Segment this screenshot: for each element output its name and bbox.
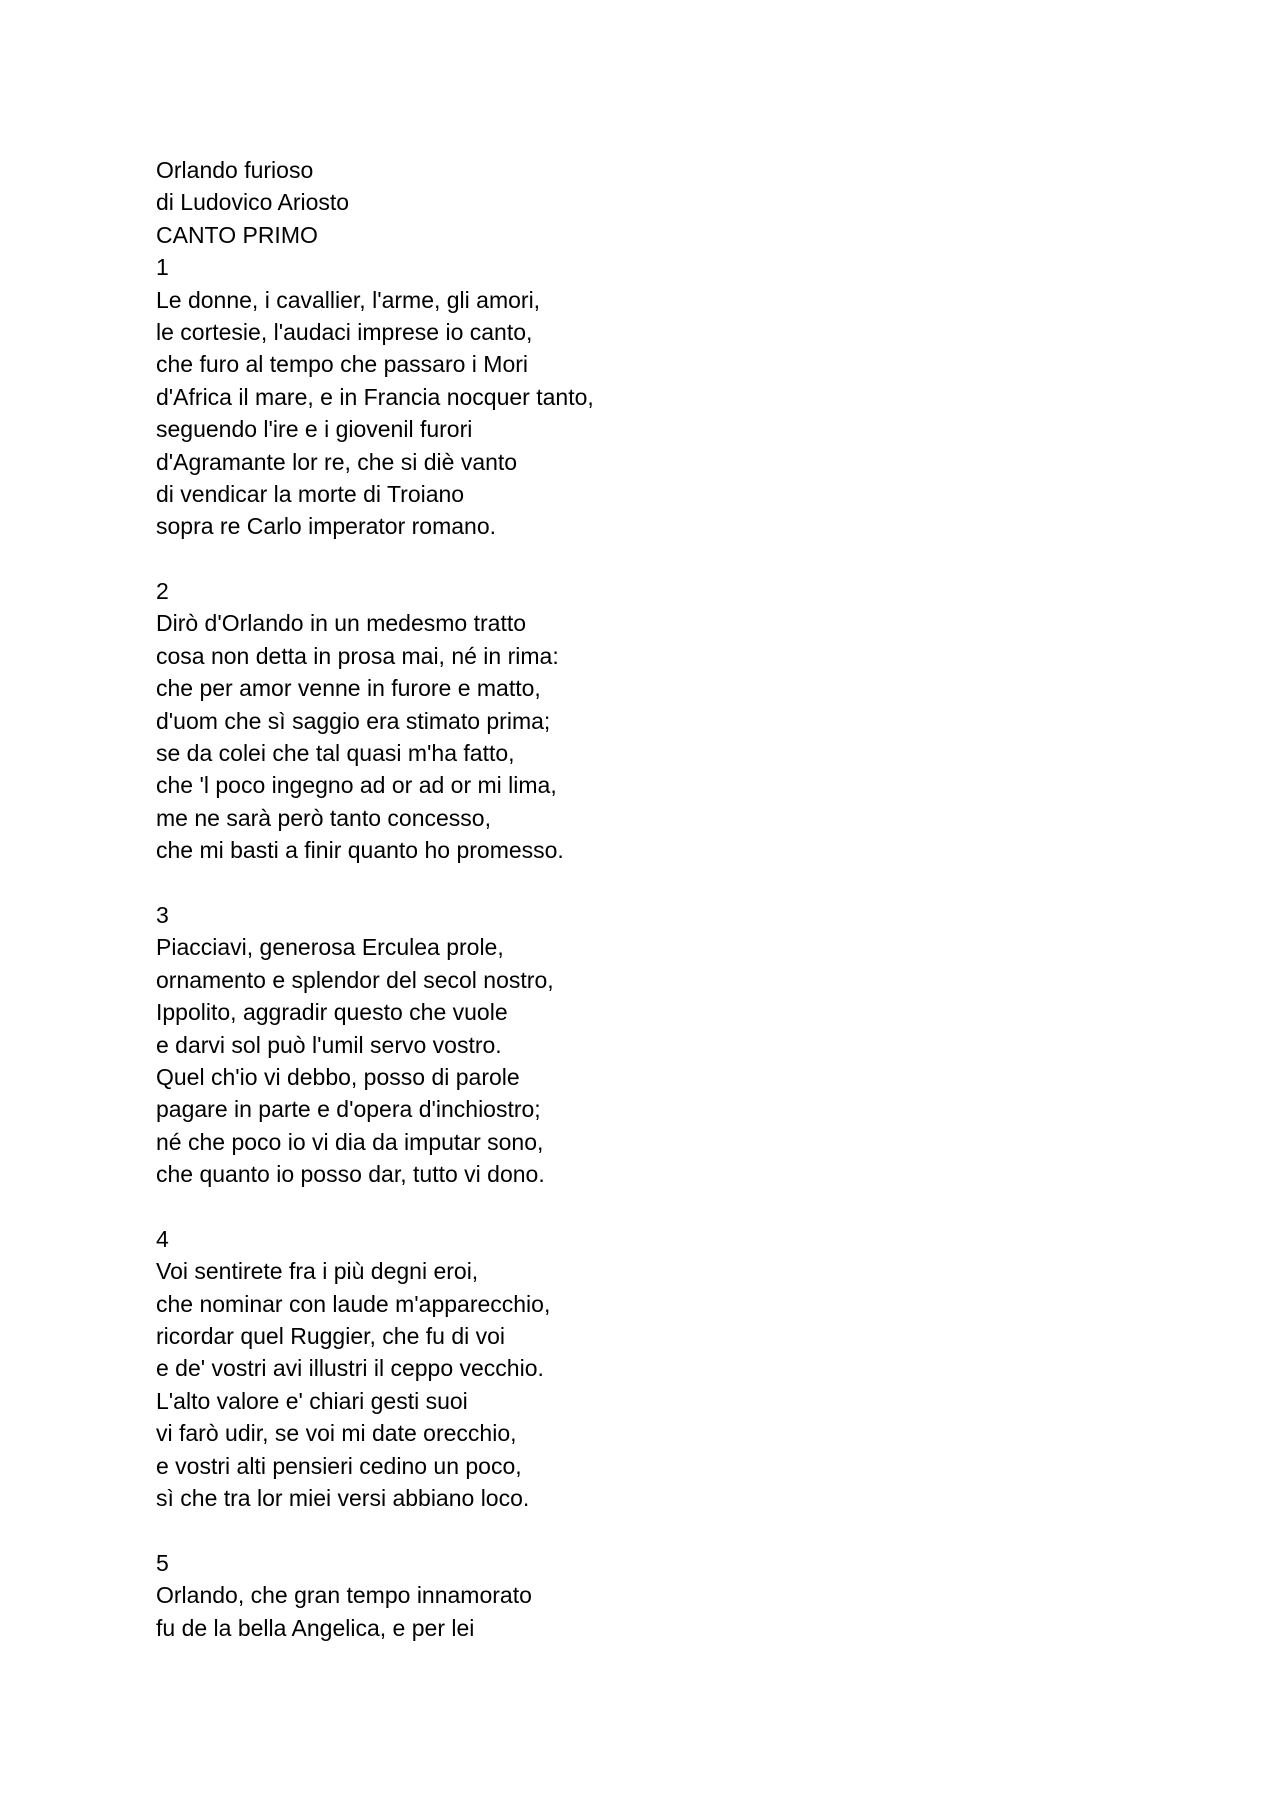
verse-line: Ippolito, aggradir questo che vuole [156,999,508,1026]
verse-line: seguendo l'ire e i giovenil furori [156,416,473,443]
verse-line: fu de la bella Angelica, e per lei [156,1614,475,1641]
verse-line: Voi sentirete fra i più degni eroi, [156,1258,479,1285]
verse-line: pagare in parte e d'opera d'inchiostro; [156,1096,541,1123]
verse-line: d'Agramante lor re, che si diè vanto [156,448,518,475]
verse-line: Piacciavi, generosa Erculea prole, [156,934,504,961]
verse-line: che quanto io posso dar, tutto vi dono. [156,1161,545,1188]
verse-line: sì che tra lor miei versi abbiano loco. [156,1485,530,1512]
stanza-3 [156,899,1156,1191]
stanza-number: 2 [156,578,169,605]
verse-line: se da colei che tal quasi m'ha fatto, [156,740,515,767]
stanza-number: 4 [156,1225,169,1252]
verse-line: Dirò d'Orlando in un medesmo tratto [156,610,527,637]
verse-line: e de' vostri avi illustri il ceppo vecchio. [156,1355,544,1382]
stanza-5 [156,1547,1156,1644]
document-title: Orlando furioso [156,157,314,183]
verse-line: che mi basti a finir quanto ho promesso. [156,837,564,864]
verse-line: me ne sarà però tanto concesso, [156,804,491,831]
verse-line: che per amor venne in furore e matto, [156,675,541,702]
verse-line: e vostri alti pensieri cedino un poco, [156,1452,522,1479]
verse-line: e darvi sol può l'umil servo vostro. [156,1031,502,1058]
verse-line: vi farò udir, se voi mi date orecchio, [156,1420,517,1447]
stanza-1 [156,251,1156,543]
stanza-number: 1 [156,254,169,281]
stanza-2 [156,575,1156,867]
stanza-4 [156,1223,1156,1515]
verse-line: ornamento e splendor del secol nostro, [156,966,554,993]
verse-line: Le donne, i cavallier, l'arme, gli amori, [156,286,541,313]
verse-line: sopra re Carlo imperator romano. [156,513,497,540]
verse-line: L'alto valore e' chiari gesti suoi [156,1387,468,1414]
verse-line: di vendicar la morte di Troiano [156,480,465,507]
verse-line: cosa non detta in prosa mai, né in rima: [156,642,559,669]
verse-line: che furo al tempo che passaro i Mori [156,351,529,378]
verse-line: d'uom che sì saggio era stimato prima; [156,707,551,734]
verse-line: ricordar quel Ruggier, che fu di voi [156,1323,506,1350]
stanza-number: 5 [156,1549,169,1576]
poem-text [156,154,1156,1644]
document-author: di Ludovico Ariosto [156,189,350,216]
verse-line: le cortesie, l'audaci imprese io canto, [156,318,533,345]
stanza-number: 3 [156,901,169,928]
verse-line: che 'l poco ingegno ad or ad or mi lima, [156,772,557,799]
verse-line: Quel ch'io vi debbo, posso di parole [156,1063,520,1090]
verse-line: d'Africa il mare, e in Francia nocquer tanto, [156,383,594,410]
verse-line: che nominar con laude m'apparecchio, [156,1290,551,1317]
verse-line: Orlando, che gran tempo innamorato [156,1582,532,1609]
canto-heading: CANTO PRIMO [156,221,318,248]
verse-line: né che poco io vi dia da imputar sono, [156,1128,544,1155]
